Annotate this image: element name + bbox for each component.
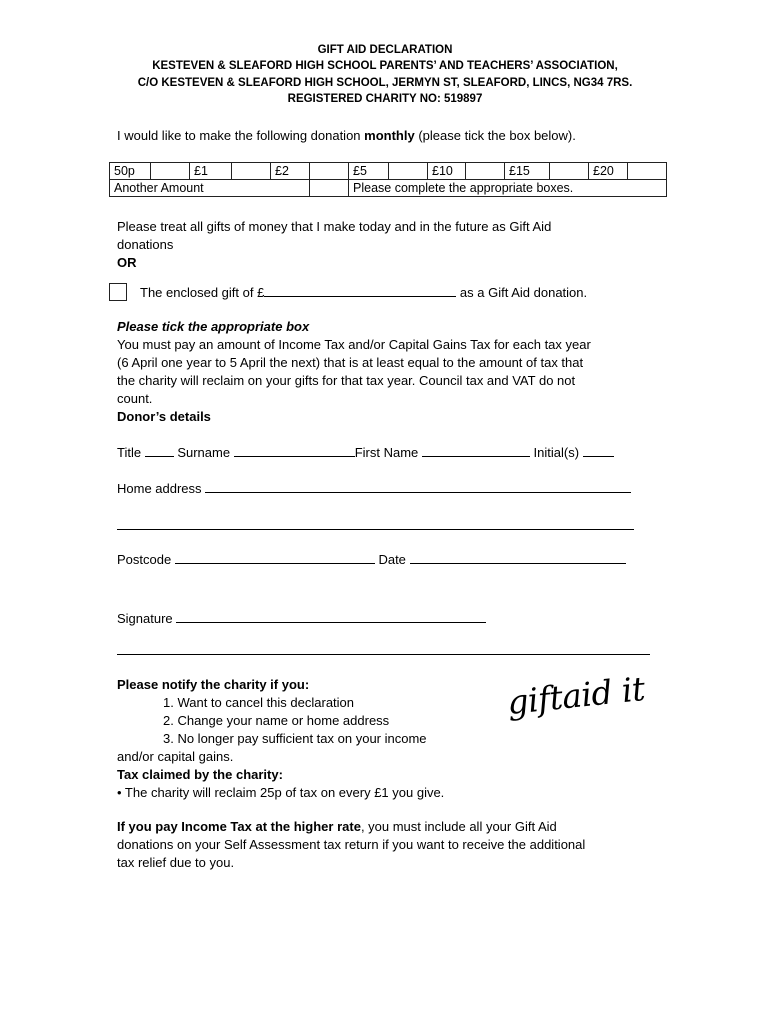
donation-amount-table <box>109 162 667 197</box>
tax-claimed-bullet: • The charity will reclaim 25p of tax on every £1 you give. <box>117 785 445 800</box>
tick-cell-15[interactable] <box>550 163 589 180</box>
form-title: GIFT AID DECLARATION <box>317 44 453 56</box>
home-address-field[interactable] <box>205 480 631 493</box>
or-label: OR <box>117 255 137 270</box>
amount-row <box>110 163 667 180</box>
charity-name: KESTEVEN & SLEAFORD HIGH SCHOOL PARENTS’ AND TEACHERS’ ASSOCIATION, <box>152 60 618 73</box>
postcode-date-row: Postcode Date <box>117 551 626 567</box>
form-header <box>0 42 770 107</box>
complete-boxes-note: Please complete the appropriate boxes. <box>349 180 667 197</box>
amount-label-50p: 50p <box>110 163 151 180</box>
gift-aid-logo: giftaid it <box>505 668 647 723</box>
amount-label-2: £2 <box>271 163 310 180</box>
divider <box>117 654 650 655</box>
notify-section: Please notify the charity if you: 1. Want to cancel this declaration 2. Change your name or home address 3. No longer pay sufficient tax on your income and/or capital gains. Tax claimed by the charity: • The charity will reclaim 25p of tax on every £1 you give. <box>117 677 445 800</box>
tick-cell-1[interactable] <box>232 163 271 180</box>
surname-field[interactable] <box>234 444 355 457</box>
notify-item-2: 2. Change your name or home address <box>163 713 390 728</box>
enclosed-gift-line: The enclosed gift of £ as a Gift Aid donation. <box>140 285 588 300</box>
tax-condition: Please tick the appropriate box You must pay an amount of Income Tax and/or Capital Gains Tax for each tax year (6 April one year to 5 April the next) that is at least equal to the amount of tax that the charity will reclaim on your gifts for that tax year. Council tax and VAT do not count. Donor’s details <box>117 319 591 424</box>
donor-details-heading: Donor’s details <box>117 409 211 424</box>
home-address-row: Home address <box>117 480 631 496</box>
tick-cell-5[interactable] <box>389 163 428 180</box>
date-field[interactable] <box>410 551 626 564</box>
tax-claimed-heading: Tax claimed by the charity: <box>117 767 283 782</box>
another-amount-cell[interactable] <box>310 180 349 197</box>
tick-heading: Please tick the appropriate box <box>117 319 310 334</box>
home-address-line-2[interactable] <box>117 529 634 530</box>
tick-cell-50p[interactable] <box>151 163 190 180</box>
title-field[interactable] <box>145 444 174 457</box>
postcode-field[interactable] <box>175 551 375 564</box>
notify-item-3: 3. No longer pay sufficient tax on your income <box>163 731 427 746</box>
initials-field[interactable] <box>583 444 614 457</box>
higher-rate-note: If you pay Income Tax at the higher rate, you must include all your Gift Aid donations on your Self Assessment tax return if you want to receive the additional tax relief due to you. <box>117 819 586 870</box>
amount-label-5: £5 <box>349 163 389 180</box>
signature-row: Signature <box>117 610 486 626</box>
amount-label-20: £20 <box>589 163 628 180</box>
another-amount-row <box>110 180 667 197</box>
charity-number: REGISTERED CHARITY NO: 519897 <box>287 92 483 105</box>
charity-address: C/O KESTEVEN & SLEAFORD HIGH SCHOOL, JERMYN ST, SLEAFORD, LINCS, NG34 7RS. <box>137 76 633 89</box>
signature-field[interactable] <box>176 610 486 623</box>
donation-intro: I would like to make the following donation monthly (please tick the box below). <box>117 128 576 143</box>
first-name-field[interactable] <box>422 444 530 457</box>
tick-cell-20[interactable] <box>628 163 667 180</box>
amount-label-1: £1 <box>190 163 232 180</box>
notify-item-1: 1. Want to cancel this declaration <box>163 695 355 710</box>
treat-as-gift-aid: Please treat all gifts of money that I make today and in the future as Gift Aid donations OR <box>117 219 552 270</box>
monthly-label: monthly <box>364 128 415 143</box>
notify-heading: Please notify the charity if you: <box>117 677 310 692</box>
tick-cell-2[interactable] <box>310 163 349 180</box>
enclosed-gift-amount-field[interactable] <box>264 284 456 297</box>
another-amount-label: Another Amount <box>110 180 310 197</box>
amount-label-15: £15 <box>505 163 550 180</box>
enclosed-gift-checkbox[interactable] <box>109 283 127 301</box>
amount-label-10: £10 <box>428 163 466 180</box>
tick-cell-10[interactable] <box>466 163 505 180</box>
name-row: Title Surname First Name Initial(s) <box>117 444 614 460</box>
